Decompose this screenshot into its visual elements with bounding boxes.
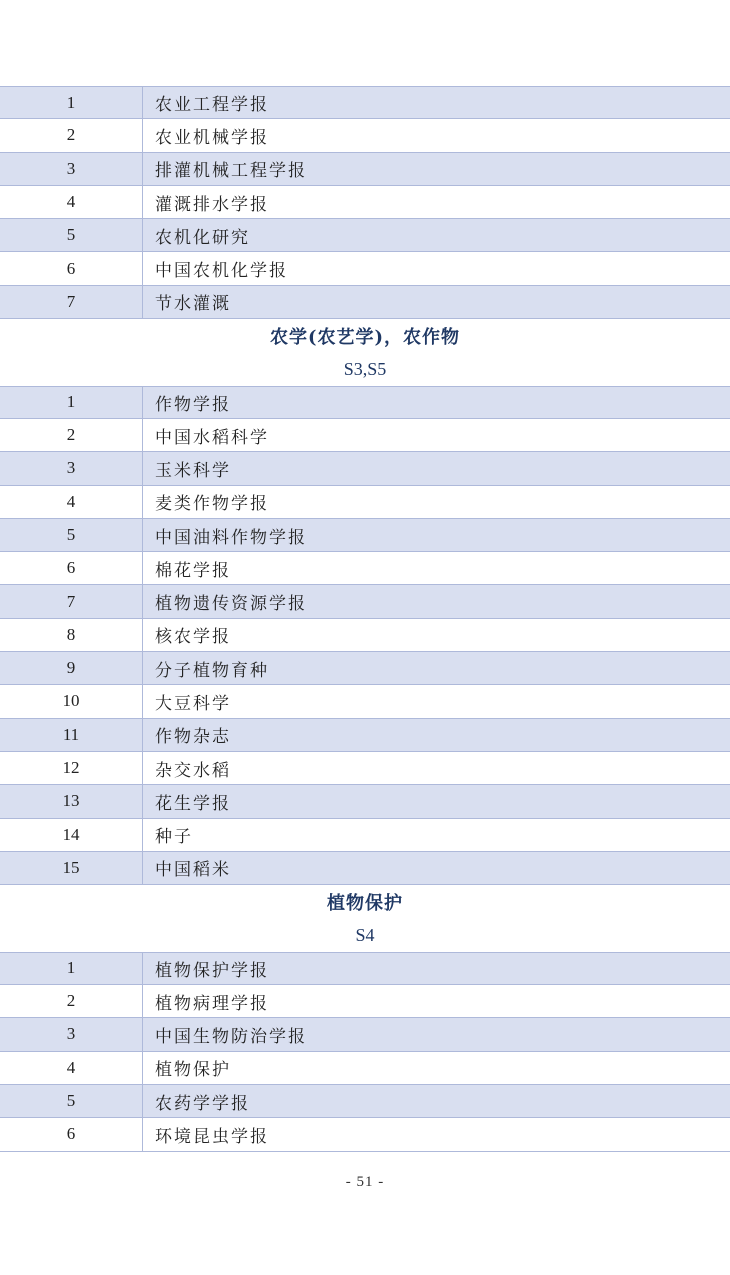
table-row <box>0 952 730 985</box>
row-number: 2 <box>0 119 143 151</box>
journal-name: 分子植物育种 <box>155 660 269 681</box>
journal-name: 植物病理学报 <box>155 993 269 1014</box>
row-number: 1 <box>0 953 143 984</box>
table-row <box>0 386 730 419</box>
journal-name: 环境昆虫学报 <box>155 1126 269 1147</box>
row-number: 5 <box>0 219 143 251</box>
journal-name: 中国农机化学报 <box>155 261 288 282</box>
row-number: 14 <box>0 819 143 851</box>
table-row <box>0 186 730 219</box>
row-number: 2 <box>0 985 143 1017</box>
journal-name: 中国生物防治学报 <box>155 1026 307 1047</box>
row-number: 11 <box>0 719 143 751</box>
row-number: 7 <box>0 585 143 617</box>
table-row <box>0 252 730 285</box>
journal-name: 排灌机械工程学报 <box>155 161 307 182</box>
journal-name: 农业机械学报 <box>155 127 269 148</box>
table-agronomy <box>0 386 730 885</box>
row-number: 7 <box>0 286 143 318</box>
table-row <box>0 452 730 485</box>
journal-name: 种子 <box>155 827 193 848</box>
section-classification-code: S3,S5 <box>343 358 387 379</box>
row-number: 4 <box>0 186 143 218</box>
table-row <box>0 752 730 785</box>
section-heading: 农学(农艺学)，农作物 <box>269 326 461 348</box>
row-number: 6 <box>0 1118 143 1150</box>
table-row <box>0 119 730 152</box>
row-number: 13 <box>0 785 143 817</box>
journal-name: 灌溉排水学报 <box>155 194 269 215</box>
journal-name: 核农学报 <box>155 627 231 648</box>
table-plant-protection <box>0 952 730 1152</box>
table-row <box>0 685 730 718</box>
row-number: 10 <box>0 685 143 717</box>
table-row <box>0 585 730 618</box>
table-row <box>0 286 730 319</box>
journal-list <box>0 86 730 1152</box>
row-number: 4 <box>0 486 143 518</box>
table-row <box>0 719 730 752</box>
table-row <box>0 1085 730 1118</box>
journal-name: 节水灌溉 <box>155 294 231 315</box>
section-classification-code: S4 <box>355 924 375 945</box>
row-number: 12 <box>0 752 143 784</box>
journal-name: 作物学报 <box>155 394 231 415</box>
table-row <box>0 486 730 519</box>
table-row <box>0 552 730 585</box>
table-row <box>0 619 730 652</box>
row-number: 9 <box>0 652 143 684</box>
journal-name: 农业工程学报 <box>155 95 269 116</box>
table-row <box>0 652 730 685</box>
journal-name: 中国油料作物学报 <box>155 527 307 548</box>
row-number: 2 <box>0 419 143 451</box>
table-row <box>0 1052 730 1085</box>
table-row <box>0 519 730 552</box>
journal-name: 杂交水稻 <box>155 760 231 781</box>
section-heading: 植物保护 <box>327 892 403 914</box>
row-number: 8 <box>0 619 143 651</box>
journal-name: 大豆科学 <box>155 693 231 714</box>
page-number: - 51 - <box>345 1174 385 1190</box>
table-row <box>0 985 730 1018</box>
table-row <box>0 852 730 885</box>
table-row <box>0 1118 730 1151</box>
row-number: 1 <box>0 87 143 118</box>
row-number: 3 <box>0 153 143 185</box>
journal-name: 中国稻米 <box>155 860 231 881</box>
journal-name: 作物杂志 <box>155 727 231 748</box>
row-number: 3 <box>0 1018 143 1050</box>
row-number: 6 <box>0 552 143 584</box>
row-number: 5 <box>0 519 143 551</box>
journal-name: 植物遗传资源学报 <box>155 594 307 615</box>
row-number: 6 <box>0 252 143 284</box>
journal-name: 玉米科学 <box>155 460 231 481</box>
journal-name: 植物保护学报 <box>155 960 269 981</box>
row-number: 1 <box>0 387 143 418</box>
journal-name: 植物保护 <box>155 1060 231 1081</box>
journal-name: 麦类作物学报 <box>155 494 269 515</box>
table-row <box>0 419 730 452</box>
table-row <box>0 785 730 818</box>
journal-name: 棉花学报 <box>155 560 231 581</box>
table-row <box>0 819 730 852</box>
row-number: 4 <box>0 1052 143 1084</box>
journal-name: 中国水稻科学 <box>155 427 269 448</box>
journal-name: 农机化研究 <box>155 227 250 248</box>
journal-name: 农药学学报 <box>155 1093 250 1114</box>
journal-name: 花生学报 <box>155 793 231 814</box>
row-number: 5 <box>0 1085 143 1117</box>
table-row <box>0 86 730 119</box>
row-number: 3 <box>0 452 143 484</box>
table-agri-engineering <box>0 86 730 319</box>
table-row <box>0 1018 730 1051</box>
table-row <box>0 153 730 186</box>
table-row <box>0 219 730 252</box>
row-number: 15 <box>0 852 143 884</box>
